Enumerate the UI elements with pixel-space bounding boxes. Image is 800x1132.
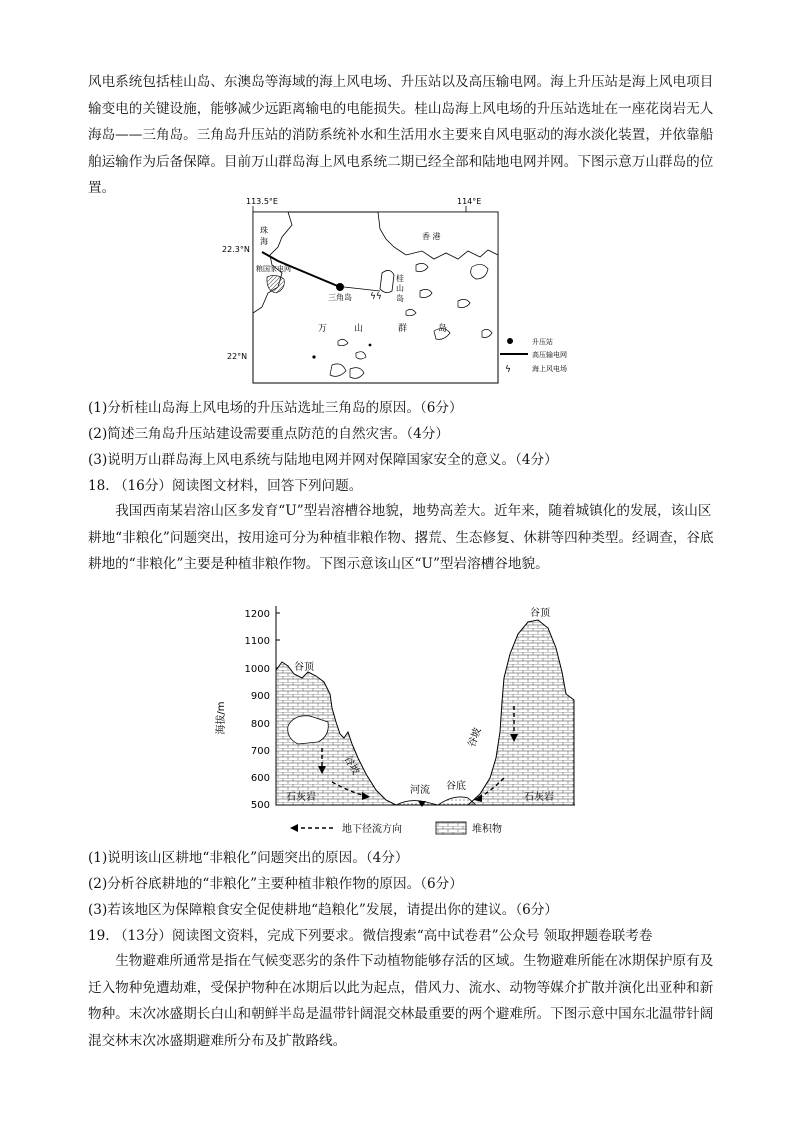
sanjiao-label: 三角岛 xyxy=(328,293,352,302)
lat-top-label: 22.3°N xyxy=(222,245,250,254)
ytick-900: 900 xyxy=(250,691,270,702)
wanshan-map xyxy=(210,195,590,385)
lon-left-label: 113.5°E xyxy=(246,197,278,206)
lon-right-label: 114°E xyxy=(457,197,482,206)
ytick-1100: 1100 xyxy=(244,636,270,647)
q17-3: (3)说明万山群岛海上风电系统与陆地电网并网对保障国家安全的意义。（4分） xyxy=(88,452,558,468)
left-cave xyxy=(288,716,329,744)
guishan-label-2: 山 xyxy=(396,284,404,293)
q19-heading: 19. （13分）阅读图文资料，完成下列要求。微信搜索“高中试卷君”公众号 领取押题卷联考卷 xyxy=(88,928,653,944)
q18-1: (1)说明该山区耕地“非粮化”问题突出的原因。（4分） xyxy=(88,850,409,866)
q17-2: (2)简述三角岛升压站建设需要重点防范的自然灾害。（4分） xyxy=(88,426,449,442)
legend-wind-farm: 海上风电场 xyxy=(532,365,567,373)
q19-paragraph: 生物避难所通常是指在气候变恶劣的条件下动植物能够存活的区域。生物避难所能在冰期保护原有及迁入物种免遭劫难，受保护物种在冰期后以此为起点，借风力、流水、动物等媒介扩散并演化出亚种和新物种。末次冰盛期长白山和朝鲜半岛是温带针阔混交林最重要的两个避难所。下图示意中国东北温带针阔混交林末次冰盛期避难所分布及扩散路线。 xyxy=(88,953,714,1049)
legend-deposit-swatch xyxy=(436,822,466,834)
valley-deposit-left xyxy=(396,801,438,805)
q18-paragraph: 我国西南某岩溶山区多发育“U”型岩溶槽谷地貌，地势高差大。近年来，随着城镇化的发展，该山区耕地“非粮化”问题突出，按用途可分为种植非粮作物、撂荒、生态修复、休耕等四种类型。经调查，谷底耕地的“非粮化”主要是种植非粮作物。下图示意该山区“U”型岩溶槽谷地貌。 xyxy=(88,503,714,572)
river-label: 河流 xyxy=(410,785,430,796)
intro-paragraph: 风电系统包括桂山岛、东澳岛等海域的海上风电场、升压站以及高压输电网。海上升压站是海上风电项目输变电的关键设施，能够减少远距离输电的电能损失。桂山岛海上风电场的升压站选址在一座花岗岩无人海岛——三角岛。三角岛升压站的消防系统补水和生活用水主要来自风电驱动的海水淡化装置，并依靠船舶运输作为后备保障。目前万山群岛海上风电系统二期已经全部和陆地电网并网。下图示意万山群岛的位置。 xyxy=(88,74,714,196)
ytick-800: 800 xyxy=(250,719,270,730)
zhuhai-coast xyxy=(253,212,292,313)
ytick-1200: 1200 xyxy=(244,609,270,620)
slope-left-label: 谷坡 xyxy=(341,754,361,777)
ytick-600: 600 xyxy=(250,773,270,784)
legend-wind-icon: ϟ xyxy=(505,365,511,375)
peak-right-label: 谷顶 xyxy=(530,608,550,619)
q17-1: (1)分析桂山岛海上风电场的升压站选址三角岛的原因。（6分） xyxy=(88,400,463,416)
wind-farm-symbol: ϟϟ xyxy=(370,292,382,302)
limestone-left-label: 石灰岩 xyxy=(286,792,316,803)
zhuhai-label-1: 珠 xyxy=(260,226,268,235)
legend-flow-label: 地下径流方向 xyxy=(342,824,402,835)
q18-2: (2)分析谷底耕地的“非粮化”主要种植非粮作物的原因。（6分） xyxy=(88,876,463,892)
wanshan-label-1: 万 xyxy=(318,324,328,334)
wanshan-label-3: 群 xyxy=(398,324,408,334)
lat-bottom-label: 22°N xyxy=(227,352,248,361)
wanshan-label-2: 山 xyxy=(354,324,364,334)
q18-heading: 18. （16分）阅读图文材料，回答下列问题。 xyxy=(88,478,363,494)
karst-valley-figure xyxy=(210,598,590,838)
y-axis-label: 海拔/m xyxy=(216,701,227,735)
guishan-label-3: 岛 xyxy=(396,294,404,303)
ytick-700: 700 xyxy=(250,746,270,757)
zhuhai-label-2: 海 xyxy=(260,237,268,246)
ytick-1000: 1000 xyxy=(244,664,270,675)
grid-label: 粮国家电网 xyxy=(256,265,291,273)
valley-deposit-right xyxy=(438,797,476,805)
legend-flow-arrow xyxy=(290,824,298,832)
limestone-right-label: 石灰岩 xyxy=(524,792,554,803)
guishan-label-1: 桂 xyxy=(396,274,404,283)
legend-hv-line: 高压输电网 xyxy=(532,351,567,359)
legend-substation: 升压站 xyxy=(532,338,553,346)
wanshan-label-4: 岛 xyxy=(438,324,448,334)
slope-right-label: 谷坡 xyxy=(466,726,484,750)
sanjiao-substation xyxy=(336,283,344,291)
ytick-500: 500 xyxy=(250,800,270,811)
valley-floor-label: 谷底 xyxy=(446,781,466,792)
legend-substation-icon xyxy=(507,338,513,344)
peak-left-label: 谷顶 xyxy=(294,662,314,673)
hongkong-label: 香 港 xyxy=(422,232,441,241)
right-valley-slope xyxy=(468,620,574,805)
legend-deposit-label: 堆积物 xyxy=(472,824,502,835)
q18-3: (3)若该地区为保障粮食安全促使耕地“趋粮化”发展，请提出你的建议。（6分） xyxy=(88,902,559,918)
guishan-island xyxy=(380,270,394,292)
